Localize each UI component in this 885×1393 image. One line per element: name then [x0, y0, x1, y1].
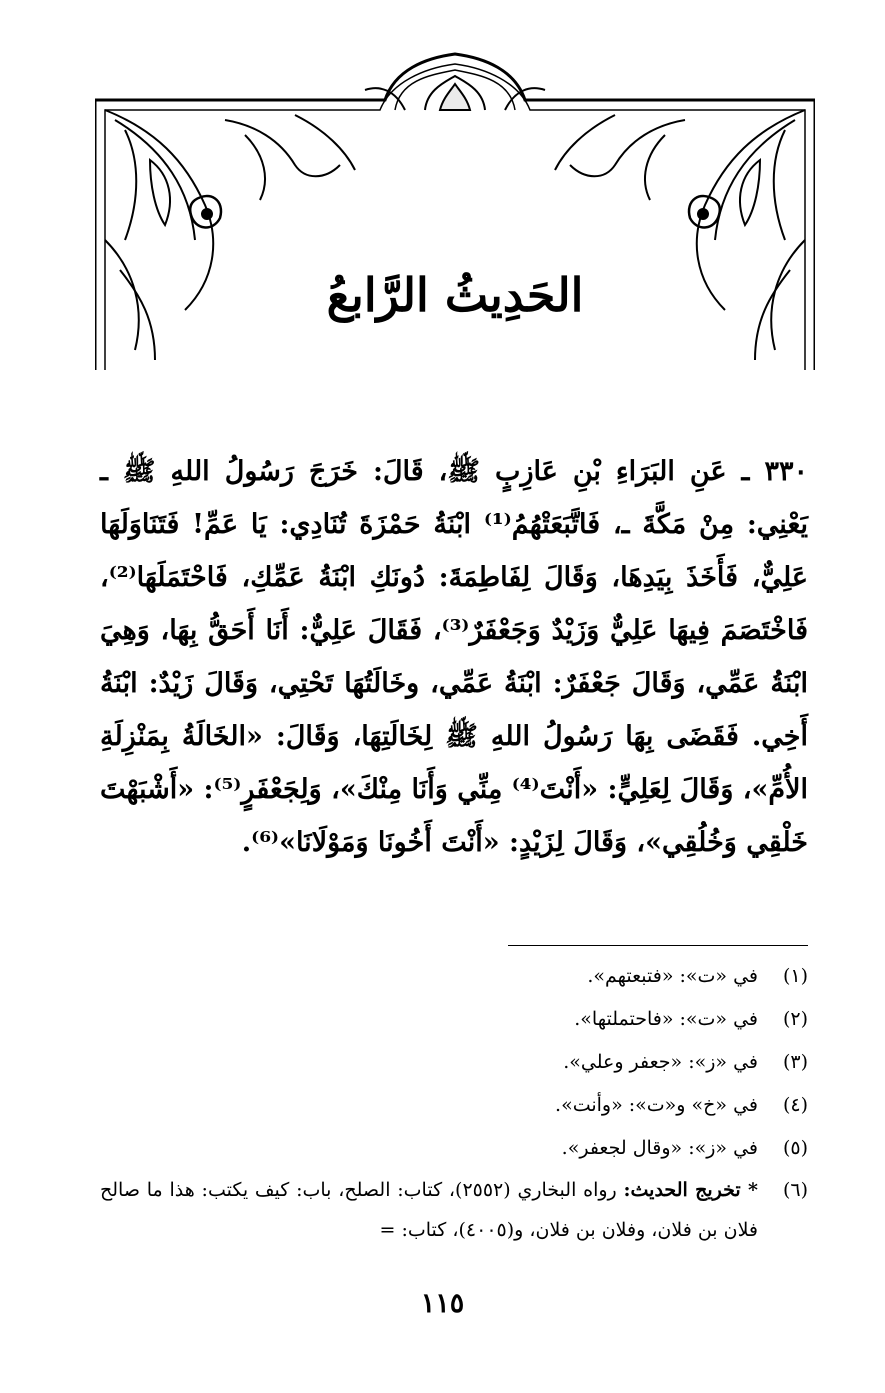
- footnotes: [100, 955, 808, 1250]
- footnote-text: في «ز»: «وقال لجعفر».: [561, 1137, 758, 1159]
- footnote-number: (٢): [782, 1008, 808, 1030]
- footnote-number: (٥): [782, 1137, 808, 1159]
- footnote-number: (٦): [782, 1179, 808, 1201]
- footnote-number: (٣): [782, 1051, 808, 1073]
- footnote-text: في «ت»: «فتبعتهم».: [587, 965, 758, 987]
- chapter-title: الحَدِيثُ الرَّابعُ: [326, 268, 584, 322]
- footnote-item: [100, 1127, 808, 1170]
- footnote-number: (٤): [782, 1094, 808, 1116]
- footnote-item: [100, 998, 808, 1041]
- takhrij-label: * تخريج الحديث:: [623, 1179, 758, 1201]
- page-number: ١١٥: [420, 1288, 465, 1319]
- footnote-separator: [508, 945, 808, 946]
- footnote-text: في «ز»: «جعفر وعلي».: [563, 1051, 758, 1073]
- hadith-text: ٣٣٠ ـ عَنِ البَرَاءِ بْنِ عَازِبٍ ﷺ، قَالَ: خَرَجَ رَسُولُ اللهِ ﷺ ـ يَعْنِي: مِنْ مَكَّةَ ـ، فَاتَّبَعَتْهُمُ⁽¹⁾ ابْنَةُ حَمْزَةَ تُنَادِي: يَا عَمِّ! فَتَنَاوَلَهَا عَلِيٌّ، فَأَخَذَ بِيَدِهَا، وَقَالَ لِفَاطِمَةَ: دُونَكِ ابْنَةُ عَمِّكِ، فَاحْتَمَلَهَا⁽²⁾، فَاخْتَصَمَ فِيهَا عَلِيٌّ وَزَيْدٌ وَجَعْفَرٌ⁽³⁾، فَقَالَ عَلِيٌّ: أَنَا أَحَقُّ بِهَا، وَهِيَ ابْنَةُ عَمِّي، وَقَالَ جَعْفَرٌ: ابْنَةُ عَمِّي، وخَالَتُهَا تَحْتِي، وَقَالَ زَيْدٌ: ابْنَةُ أَخِي. فَقَضَى بِهَا رَسُولُ اللهِ ﷺ لِخَالَتِهَا، وَقَالَ: «الخَالَةُ بِمَنْزِلَةِ الأُمِّ»، وَقَالَ لِعَلِيٍّ: «أَنْتَ⁽⁴⁾ مِنِّي وَأَنَا مِنْكَ»، وَلِجَعْفَرٍ⁽⁵⁾: «أَشْبَهْتَ خَلْقِي وَخُلُقِي»، وَقَالَ لِزَيْدٍ: «أَنْتَ أَخُونَا وَمَوْلَانَا»⁽⁶⁾.: [100, 456, 809, 858]
- footnote-number: (١): [782, 965, 808, 987]
- footnote-text: رواه البخاري (٢٥٥٢)، كتاب: الصلح، باب: كيف يكتب: هذا ما صالح فلان بن فلان، وفلان بن فلان، و(٤٠٠٥)، كتاب: =: [100, 1179, 758, 1241]
- footnote-text: في «ت»: «فاحتملتها».: [574, 1008, 758, 1030]
- footnote-item: [100, 955, 808, 998]
- footnote-takhrij: [100, 1170, 758, 1250]
- footnote-text: في «خ» و«ت»: «وأنت».: [555, 1094, 758, 1116]
- footnote-item: [100, 1084, 808, 1127]
- footnote-item: [100, 1041, 808, 1084]
- footnote-item: [100, 1170, 808, 1250]
